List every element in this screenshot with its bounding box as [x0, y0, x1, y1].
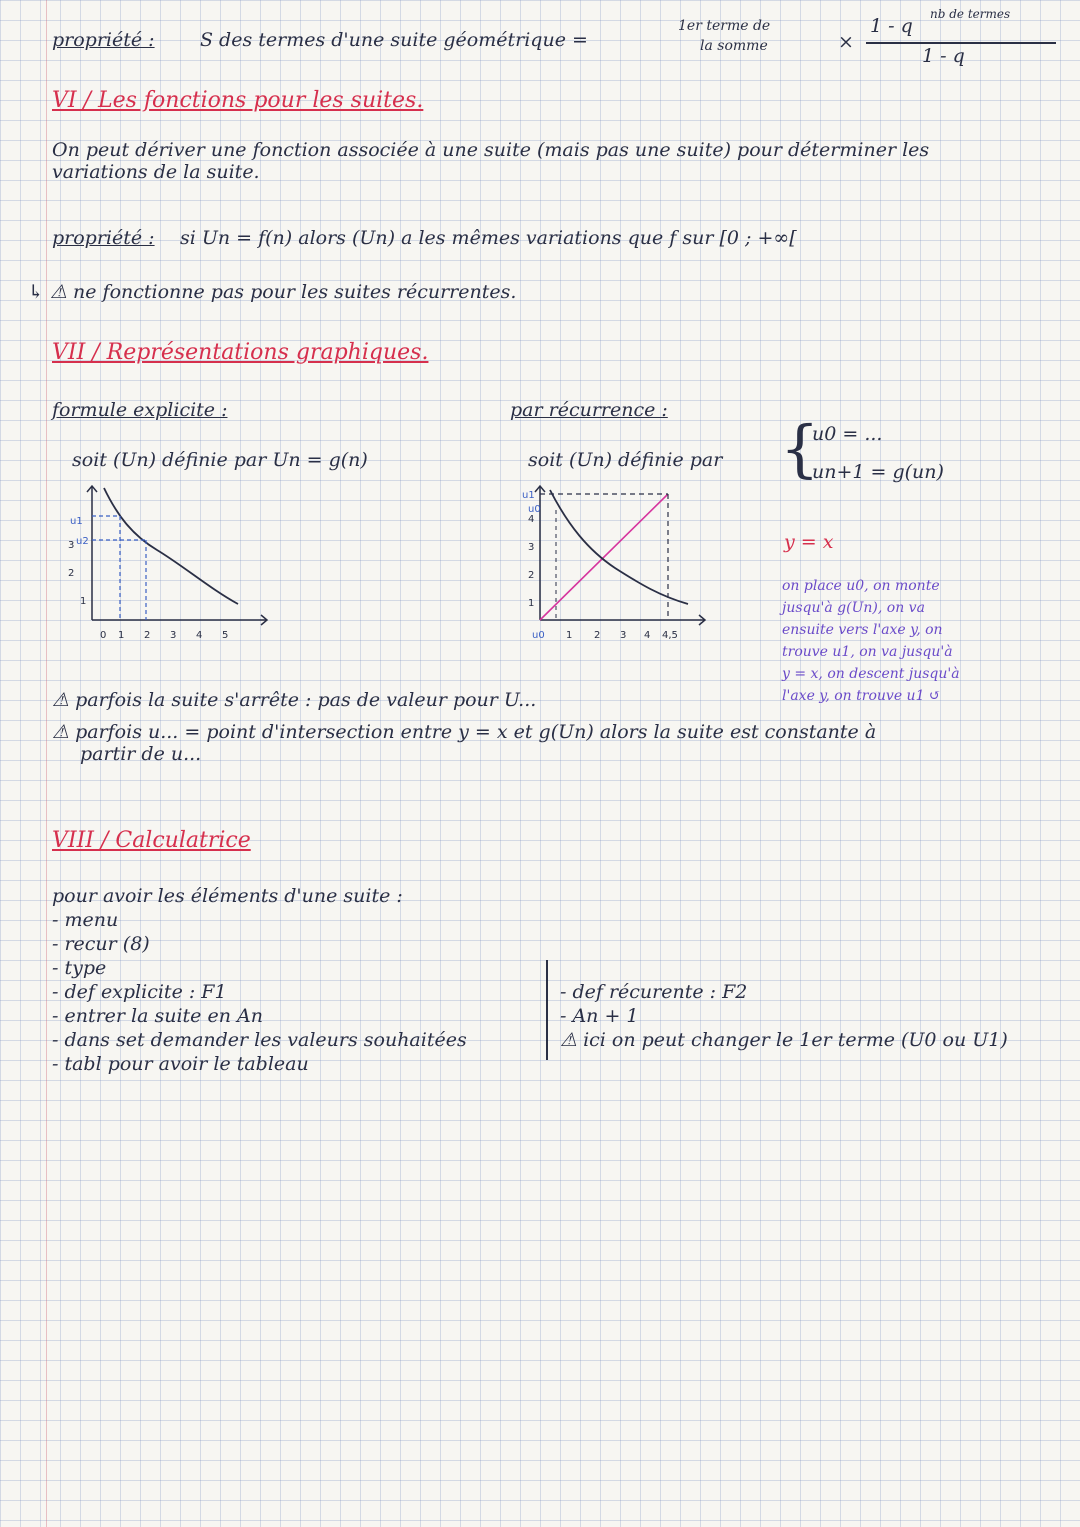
graph2-ytick: 4 — [528, 514, 535, 525]
graph2-ytick: 1 — [528, 598, 535, 609]
calculator-step: - entrer la suite en An — [52, 1005, 263, 1027]
purple-note-line-2: jusqu'à g(Un), on va — [782, 600, 925, 616]
section-6-warning: ↳ ⚠ ne fonctionne pas pour les suites récurrentes. — [28, 281, 517, 303]
fraction-bar — [866, 42, 1056, 44]
graph2-xtick: 2 — [594, 630, 601, 641]
graph2-xtick: 4 — [644, 630, 651, 641]
first-term-label-2: la somme — [700, 38, 768, 54]
purple-note-line-1: on place u0, on monte — [782, 578, 940, 594]
property-sum-text: S des termes d'une suite géométrique = — [200, 29, 588, 51]
graph2-ytick: 3 — [528, 542, 535, 553]
graph1-xtick: 2 — [144, 630, 151, 641]
section-8-title: VIII / Calculatrice — [52, 828, 251, 853]
graph1-u1-label: u1 — [70, 516, 83, 527]
graph1-ytick: 2 — [68, 568, 75, 579]
section-7-note-2a: ⚠ parfois u... = point d'intersection entre y = x et g(Un) alors la suite est constante à — [52, 721, 877, 743]
section-7-note-1: ⚠ parfois la suite s'arrête : pas de valeur pour U... — [52, 689, 537, 711]
purple-note-line-3: ensuite vers l'axe y, on — [782, 622, 943, 638]
calculator-step: - recur (8) — [52, 933, 150, 955]
fraction-denominator: 1 - q — [922, 45, 965, 67]
times-sign: × — [838, 31, 854, 53]
section-6-title: VI / Les fonctions pour les suites. — [52, 88, 424, 113]
section-6-property-text: si Un = f(n) alors (Un) a les mêmes variations que f sur [0 ; +∞[ — [180, 227, 797, 249]
purple-note-line-6: l'axe y, on trouve u1 ↺ — [782, 688, 941, 704]
recurrence-definition: soit (Un) définie par — [528, 449, 723, 471]
recurrence-sequence-graph — [520, 480, 700, 650]
y-equals-x-label: y = x — [784, 531, 834, 553]
purple-note-line-5: y = x, on descent jusqu'à — [782, 666, 960, 682]
graph1-xtick: 1 — [118, 630, 125, 641]
property-label: propriété : — [52, 29, 155, 51]
calculator-step: - tabl pour avoir le tableau — [52, 1053, 309, 1075]
calculator-intro: pour avoir les éléments d'une suite : — [52, 885, 403, 907]
section-6-property-label: propriété : — [52, 227, 155, 249]
recurrence-initial-term: u0 = ... — [812, 423, 883, 445]
graph2-u1-label: u1 — [522, 490, 535, 501]
explicit-sequence-graph — [62, 480, 242, 650]
calculator-step: - def explicite : F1 — [52, 981, 227, 1003]
recurrence-relation: un+1 = g(un) — [812, 461, 944, 483]
graph1-xtick: 0 — [100, 630, 107, 641]
graph2-ytick: 2 — [528, 570, 535, 581]
calculator-right-step: - def récurente : F2 — [560, 981, 748, 1003]
section-7-note-2b: partir de u... — [80, 743, 202, 765]
graph2-xtick: 1 — [566, 630, 573, 641]
recurrence-heading: par récurrence : — [510, 399, 668, 421]
purple-note-line-4: trouve u1, on va jusqu'à — [782, 644, 953, 660]
explicit-definition: soit (Un) définie par Un = g(n) — [72, 449, 368, 471]
page-margin-line — [46, 0, 47, 1527]
calculator-step: - menu — [52, 909, 119, 931]
fraction-numerator: 1 - q — [870, 15, 913, 37]
graph2-xtick: 4,5 — [662, 630, 678, 641]
graph2-u0-label: u0 — [528, 504, 541, 515]
calculator-right-step: ⚠ ici on peut changer le 1er terme (U0 ou U1) — [560, 1029, 1008, 1051]
graph2-xtick: u0 — [532, 630, 545, 641]
graph1-u2-label: u2 — [76, 536, 89, 547]
graph2-xtick: 3 — [620, 630, 627, 641]
first-term-label-1: 1er terme de — [678, 18, 771, 34]
section-6-paragraph-line-2: variations de la suite. — [52, 161, 260, 183]
graph1-ytick: 3 — [68, 540, 75, 551]
graph1-xtick: 5 — [222, 630, 229, 641]
calculator-right-step: - An + 1 — [560, 1005, 639, 1027]
graph1-ytick: 1 — [80, 596, 87, 607]
system-brace: { — [780, 412, 820, 485]
graph1-xtick: 4 — [196, 630, 203, 641]
calculator-step: - dans set demander les valeurs souhaitées — [52, 1029, 467, 1051]
section-7-title: VII / Représentations graphiques. — [52, 340, 429, 365]
section-6-paragraph-line-1: On peut dériver une fonction associée à une suite (mais pas une suite) pour déterminer les — [52, 139, 930, 161]
column-divider — [546, 960, 548, 1060]
fraction-exponent: nb de termes — [930, 7, 1011, 21]
explicit-formula-heading: formule explicite : — [52, 399, 228, 421]
graph1-xtick: 3 — [170, 630, 177, 641]
calculator-step: - type — [52, 957, 107, 979]
